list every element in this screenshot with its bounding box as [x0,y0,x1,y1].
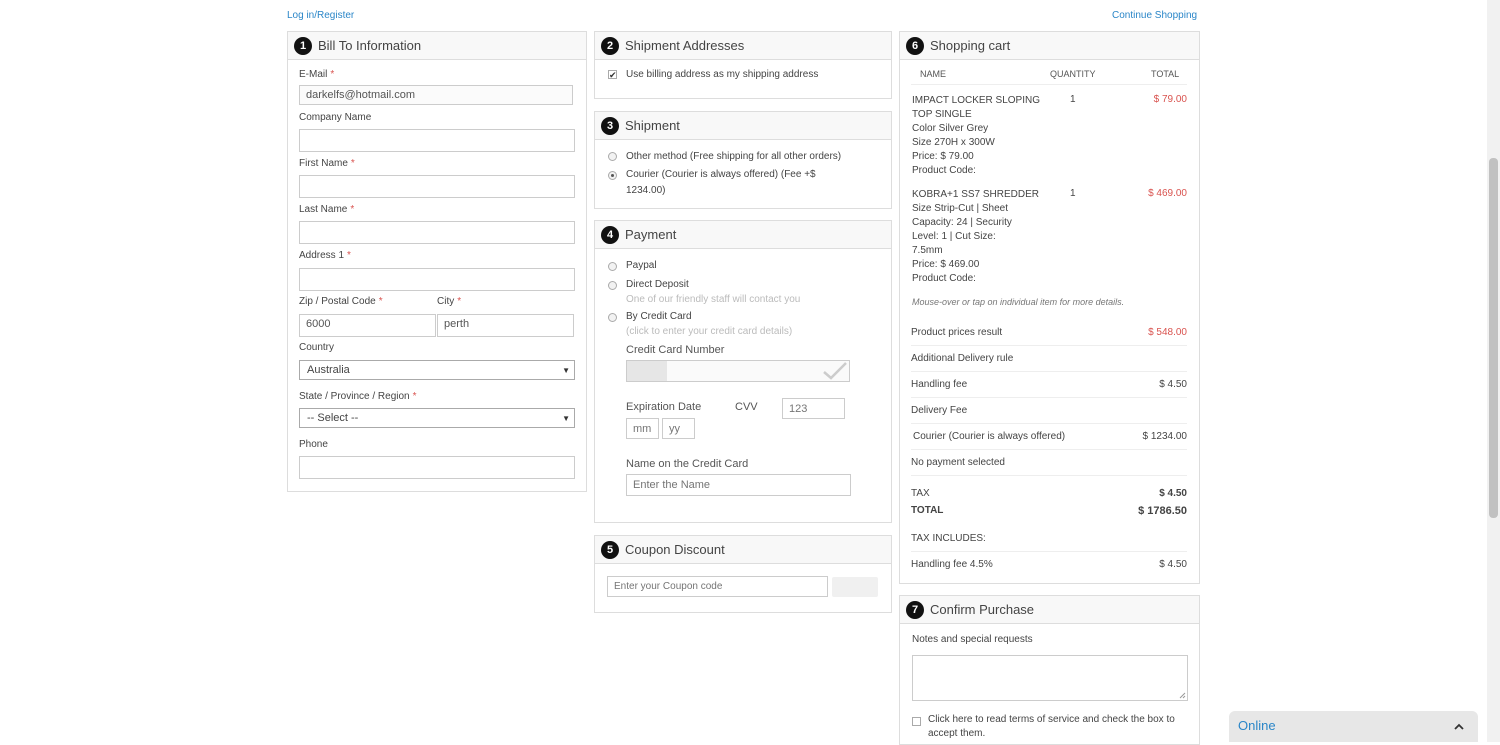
handling-fee-row [911,379,1187,390]
total-value: $ 1786.50 [1138,505,1187,517]
divider [911,84,1187,85]
tax-row [911,488,1187,499]
tax-label: TAX [911,488,930,499]
exp-year-field[interactable] [662,418,695,439]
page-scrollbar[interactable] [1487,0,1500,742]
terms-link-continued[interactable]: accept them. [928,728,986,739]
shipment-addresses-title: Shipment Addresses [625,38,745,53]
address-label: Address 1 * [299,250,351,261]
cart-item-line: 7.5mm [912,245,943,256]
divider [911,423,1187,424]
cart-col-total: TOTAL [1151,69,1180,79]
shipment-title: Shipment [625,118,680,133]
cart-item-line: Capacity: 24 | Security [912,217,1012,228]
cart-item-line: IMPACT LOCKER SLOPING [912,95,1040,106]
online-chat-label: Online [1238,718,1276,733]
login-register-link[interactable]: Log in/Register [287,10,355,21]
first-name-label: First Name * [299,158,355,169]
total-row [911,505,1187,516]
country-label: Country [299,342,335,353]
paypal-radio[interactable] [608,262,617,271]
payment-status-label: No payment selected [911,457,1005,468]
shipping-other-label: Other method (Free shipping for all other orders) [626,151,842,162]
divider [911,475,1187,476]
delivery-rule-label: Additional Delivery rule [911,353,1014,364]
cart-item-quantity: 1 [1070,188,1076,199]
payment-status-row [911,457,1187,468]
handling-percent-row [911,559,1187,570]
direct-deposit-label: Direct Deposit [626,279,689,290]
cc-name-field[interactable] [626,474,851,496]
courier-label: Courier (Courier is always offered) [913,431,1066,442]
company-field[interactable] [299,129,575,152]
credit-card-note: (click to enter your credit card details) [626,326,793,337]
tax-value: $ 4.50 [1159,488,1187,499]
zip-label: Zip / Postal Code * [299,296,383,307]
product-prices-label: Product prices result [911,327,1003,338]
divider [911,345,1187,346]
total-label: TOTAL [911,505,944,516]
divider [911,449,1187,450]
coupon-code-field[interactable] [607,576,828,597]
payment-panel [594,220,892,523]
cart-item-quantity: 1 [1070,94,1076,105]
cvv-label: CVV [735,401,758,413]
paypal-label: Paypal [626,260,657,271]
last-name-label: Last Name * [299,204,355,215]
step-number-2: 2 [601,37,619,55]
city-label: City * [437,296,462,307]
shipment-header [595,112,891,140]
product-prices-row [911,327,1187,338]
shipping-courier-fee: 1234.00) [626,185,666,196]
shipment-addresses-panel [594,31,892,99]
cart-item-total: $ 79.00 [1153,94,1187,105]
cart-item-line: Product Code: [912,165,976,176]
bill-to-title: Bill To Information [318,38,422,53]
step-number-7: 7 [906,601,924,619]
courier-value: $ 1234.00 [1142,431,1187,442]
direct-deposit-note: One of our friendly staff will contact you [626,294,801,305]
country-select[interactable]: Australia ▼ [299,360,575,380]
handling-percent-label: Handling fee 4.5% [911,559,993,570]
confirm-purchase-header [900,596,1199,624]
cart-item-line: Size Strip-Cut | Sheet [912,203,1008,214]
shipment-panel [594,111,892,209]
cc-name-label: Name on the Credit Card [626,458,749,470]
delivery-fee-row [911,405,1187,416]
cart-col-quantity: QUANTITY [1050,69,1096,79]
bill-to-header [288,32,586,60]
coupon-title: Coupon Discount [625,542,725,557]
phone-field[interactable] [299,456,575,479]
dropdown-arrow-icon: ▼ [562,366,570,375]
cart-item-line: Size 270H x 300W [912,137,995,148]
step-number-4: 4 [601,226,619,244]
delivery-rule-row [911,353,1187,364]
phone-label: Phone [299,439,328,450]
tax-includes-label: TAX INCLUDES: [911,533,986,544]
divider [911,551,1187,552]
notes-label: Notes and special requests [912,634,1033,645]
shopping-cart-header [900,32,1199,60]
cart-item-line: Price: $ 79.00 [912,151,974,162]
cart-item-line: Product Code: [912,273,976,284]
email-label: E-Mail * [299,69,335,80]
continue-shopping-link[interactable]: Continue Shopping [1112,10,1198,21]
shipping-courier-label: Courier (Courier is always offered) (Fee +$ [626,169,816,180]
online-chat-widget[interactable] [1229,711,1478,742]
apply-coupon-button[interactable] [832,577,878,597]
coupon-header [595,536,891,564]
handling-fee-label: Handling fee [911,379,968,390]
scrollbar-thumb[interactable] [1489,158,1498,518]
state-select[interactable]: -- Select -- ▼ [299,408,575,428]
dropdown-arrow-icon: ▼ [562,414,570,423]
use-billing-label: Use billing address as my shipping address [626,69,819,80]
cvv-field[interactable] [782,398,845,419]
credit-card-radio[interactable] [608,313,617,322]
courier-row [913,431,1187,442]
cart-col-name: NAME [920,69,947,79]
product-prices-value: $ 548.00 [1148,327,1187,338]
resize-handle-icon [1179,692,1186,699]
email-field[interactable]: darkelfs@hotmail.com [299,85,573,105]
cart-item-line: TOP SINGLE [912,109,972,120]
terms-checkbox[interactable] [912,717,921,726]
bill-to-panel [287,31,587,492]
shipping-courier-radio[interactable] [608,171,617,180]
cart-item-line: Level: 1 | Cut Size: [912,231,996,242]
step-number-6: 6 [906,37,924,55]
payment-title: Payment [625,227,677,242]
shopping-cart-panel [899,31,1200,584]
address-field[interactable] [299,268,575,291]
city-field[interactable]: perth [437,314,574,337]
step-number-3: 3 [601,117,619,135]
delivery-fee-label: Delivery Fee [911,405,968,416]
expiration-label: Expiration Date [626,401,702,413]
cart-hint: Mouse-over or tap on individual item for more details. [912,297,1125,307]
cc-number-field[interactable] [626,360,850,382]
cart-item-total: $ 469.00 [1148,188,1187,199]
cart-item[interactable] [912,94,1047,178]
direct-deposit-radio[interactable] [608,281,617,290]
chevron-up-icon [1454,723,1464,730]
cc-number-label: Credit Card Number [626,344,725,356]
confirm-purchase-title: Confirm Purchase [930,602,1035,617]
cart-item-line: Color Silver Grey [912,123,989,134]
tax-includes-row [911,533,1187,544]
handling-percent-value: $ 4.50 [1159,559,1187,570]
company-label: Company Name [299,112,372,123]
step-number-1: 1 [294,37,312,55]
state-label: State / Province / Region * [299,391,417,402]
credit-card-label: By Credit Card [626,311,692,322]
checkmark-icon [822,362,848,380]
notes-textarea[interactable] [912,655,1188,701]
divider [911,371,1187,372]
confirm-purchase-panel [899,595,1200,745]
shipping-other-radio[interactable] [608,152,617,161]
divider [911,397,1187,398]
payment-header [595,221,891,249]
exp-month-field[interactable] [626,418,659,439]
shopping-cart-title: Shopping cart [930,38,1011,53]
shipment-addresses-header [595,32,891,60]
step-number-5: 5 [601,541,619,559]
cart-item-line: KOBRA+1 SS7 SHREDDER [912,189,1039,200]
last-name-field[interactable] [299,221,575,244]
coupon-panel [594,535,892,613]
first-name-field[interactable] [299,175,575,198]
cc-number-masked [627,361,667,381]
terms-link[interactable]: Click here to read terms of service and check the box to [928,714,1175,725]
handling-fee-value: $ 4.50 [1159,379,1187,390]
use-billing-checkbox[interactable]: ✔ [609,70,617,80]
zip-field[interactable]: 6000 [299,314,436,337]
cart-item[interactable] [912,188,1047,286]
cart-item-line: Price: $ 469.00 [912,259,980,270]
